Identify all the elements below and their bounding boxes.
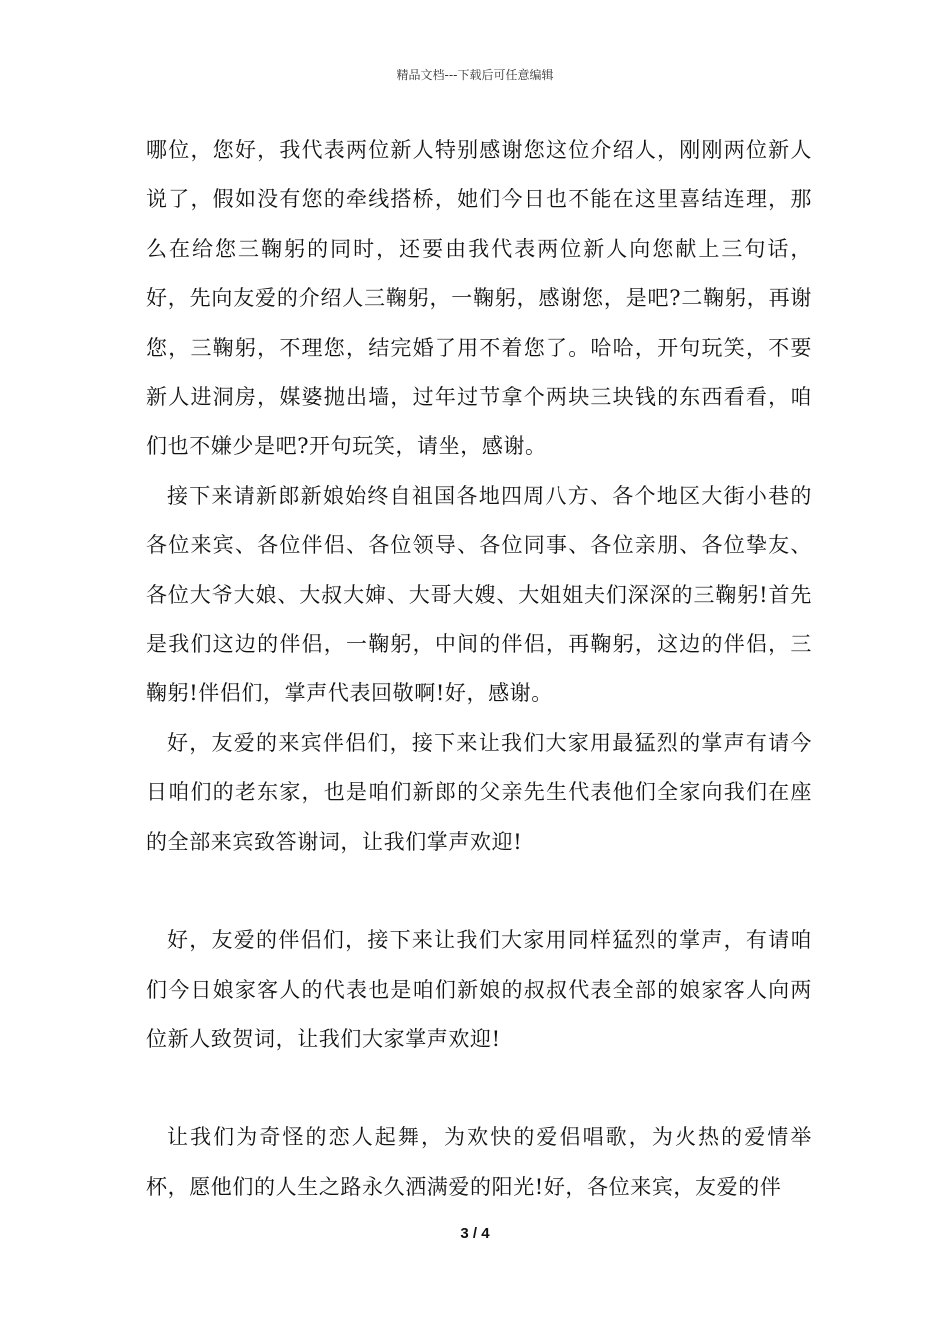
page-number: 3 / 4 [460,1225,490,1242]
paragraph-bow-to-guests: 接下来请新郎新娘始终自祖国各地四周八方、各个地区大街小巷的各位来宾、各位伴侣、各位领导、各位同事、各位亲朋、各位挚友、各位大爷大娘、大叔大婶、大哥大嫂、大姐姐夫们深深的三鞠躬!首先是我们这边的伴侣，一鞠躬，中间的伴侣，再鞠躬，这边的伴侣，三鞠躬!伴侣们，掌声代表回敬啊!好，感谢。 [146,483,812,706]
paragraph-gap [146,867,812,916]
paragraph-uncle-speech: 好，友爱的伴侣们，接下来让我们大家用同样猛烈的掌声，有请咱们今日娘家客人的代表也是咱们新娘的叔叔代表全部的娘家客人向两位新人致贺词，让我们大家掌声欢迎! [146,928,812,1051]
document-body [146,126,812,1212]
paragraph-father-speech: 好，友爱的来宾伴侣们，接下来让我们大家用最猛烈的掌声有请今日咱们的老东家，也是咱们新郎的父亲先生代表他们全家向我们在座的全部来宾致答谢词，让我们掌声欢迎! [146,730,812,854]
paragraph-gap [146,1064,812,1113]
paragraph-introducer-thanks: 哪位，您好，我代表两位新人特别感谢您这位介绍人，刚刚两位新人说了，假如没有您的牵线搭桥，她们今日也不能在这里喜结连理，那么在给您三鞠躬的同时，还要由我代表两位新人向您献上三句话，好，先向友爱的介绍人三鞠躬，一鞠躬，感谢您，是吧?二鞠躬，再谢您，三鞠躬，不理您，结完婚了用不着您了。哈哈，开句玩笑，不要新人进洞房，媒婆抛出墙，过年过节拿个两块三块钱的东西看看，咱们也不嫌少是吧?开句玩笑，请坐，感谢。 [146,138,812,459]
page-header: 精品文档---下载后可任意编辑 [396,68,554,82]
paragraph-toast: 让我们为奇怪的恋人起舞，为欢快的爱侣唱歌，为火热的爱情举杯，愿他们的人生之路永久洒满爱的阳光!好，各位来宾，友爱的伴 [146,1125,812,1199]
